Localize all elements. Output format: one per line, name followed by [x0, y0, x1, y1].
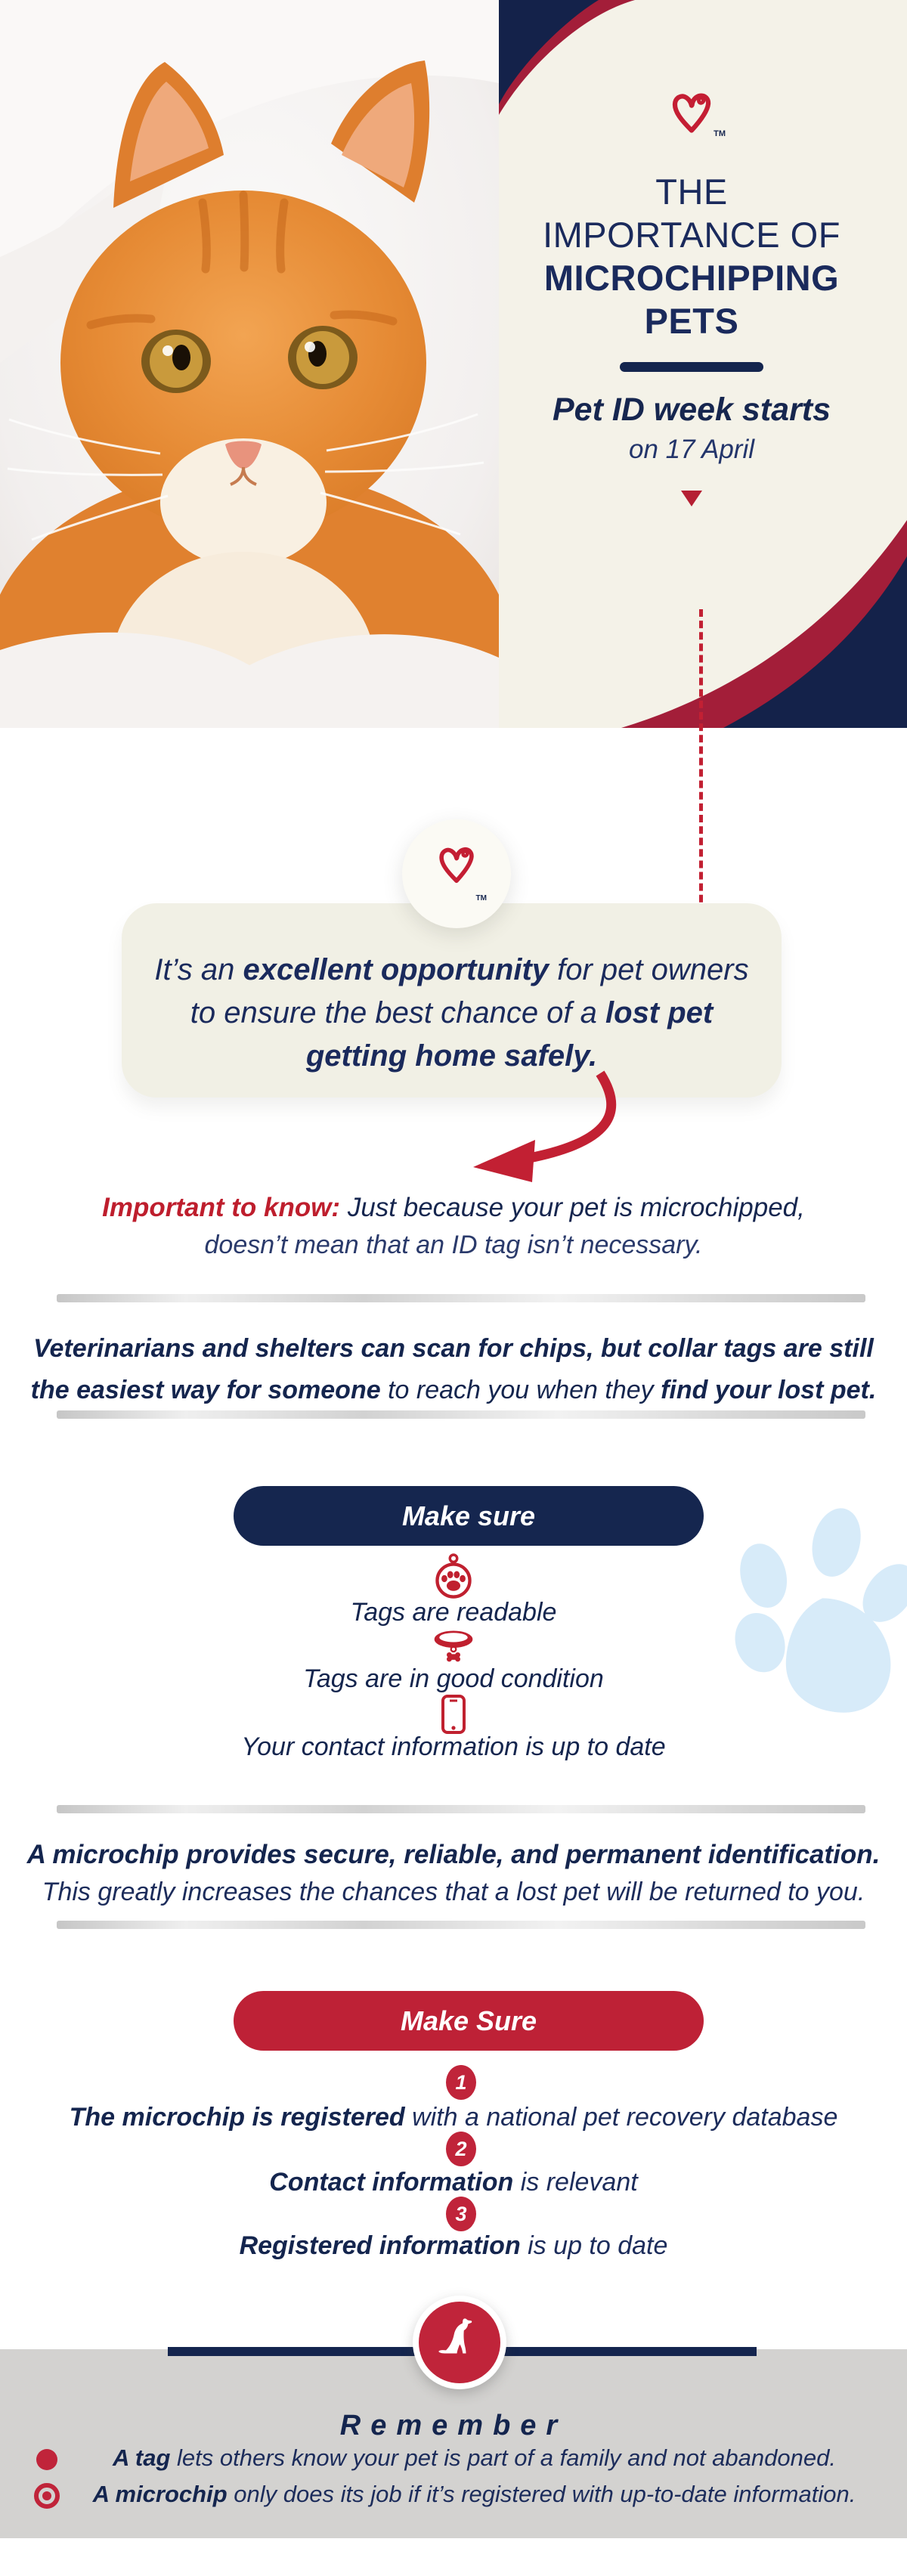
make-sure-chip-label: Make Sure: [400, 2005, 537, 2036]
page-title: [499, 170, 884, 342]
intro-line3-bold: getting home safely.: [305, 1039, 598, 1073]
footer-bullet-2: [0, 2481, 907, 2508]
important-line2: doesn’t mean that an ID tag isn’t necessary.: [204, 1231, 703, 1259]
remember-heading: Remember: [339, 2410, 568, 2441]
step-1-rest: with a national pet recovery database: [412, 2103, 838, 2132]
footer-bullet-1: [0, 2444, 907, 2472]
cat-illustration: [0, 0, 499, 728]
microchip-line1: A microchip provides secure, reliable, and permanent identification.: [26, 1840, 881, 1869]
important-label: Important to know:: [102, 1193, 341, 1222]
intro-line2-bold: lost pet: [605, 996, 714, 1029]
title-line-3: MICROCHIPPING: [543, 258, 840, 298]
brand-heart-logo: [668, 89, 726, 140]
section-divider: [57, 1410, 865, 1419]
intro-line2-pre: to ensure the best chance of a: [190, 996, 606, 1029]
bullet-2-bold: A microchip: [92, 2481, 234, 2507]
trademark-symbol: TM: [475, 894, 487, 903]
title-line-1: THE: [655, 172, 728, 212]
microchip-line2: This greatly increases the chances that a lost pet will be returned to you.: [42, 1878, 865, 1906]
important-note: [0, 1193, 907, 1260]
title-line-4: PETS: [644, 301, 739, 341]
bullet-dot-icon: [36, 2449, 57, 2470]
tags-readable-label: Tags are readable: [350, 1598, 557, 1627]
section-divider: [57, 1805, 865, 1813]
tags-condition-label: Tags are in good condition: [303, 1664, 604, 1693]
microchip-benefit-text: [0, 1840, 907, 1907]
step-3-bold: Registered information: [239, 2231, 528, 2260]
section-divider: [57, 1294, 865, 1302]
contact-info-label: Your contact information is up to date: [241, 1732, 666, 1761]
header-panel: [499, 0, 907, 728]
heart-badge: [402, 819, 511, 928]
vet-scan-text: [0, 1328, 907, 1411]
subtitle: Pet ID week starts: [552, 392, 831, 428]
bullet-1-bold: A tag: [113, 2444, 177, 2471]
intro-line1-bold: excellent opportunity: [243, 953, 549, 986]
pet-tag-icon: [434, 1553, 473, 1599]
step-1-bold: The microchip is registered: [69, 2103, 413, 2132]
step-2-text: [0, 2168, 907, 2197]
header-section: [0, 0, 907, 728]
title-divider: [620, 362, 763, 372]
intro-text: [122, 949, 782, 1078]
cat-photo: [0, 0, 499, 728]
down-triangle-icon: [681, 491, 702, 506]
paw-print-watermark-icon: [722, 1500, 907, 1727]
step-1-text: [0, 2103, 907, 2132]
vet-line1: Veterinarians and shelters can scan for chips, but collar tags are still: [33, 1334, 874, 1363]
step-2-badge: 2: [446, 2132, 476, 2166]
bullet-2-rest: only does its job if it’s registered with up-to-date information.: [234, 2481, 856, 2507]
trademark-symbol: TM: [714, 129, 726, 138]
section-divider: [57, 1921, 865, 1929]
make-sure-tags-label: Make sure: [401, 1500, 536, 1531]
intro-line1-post: for pet owners: [549, 953, 749, 986]
step-3-badge: 3: [446, 2197, 476, 2231]
subtitle-date: on 17 April: [628, 435, 755, 464]
collar-icon: [431, 1630, 476, 1664]
step-1-badge: 1: [446, 2065, 476, 2100]
sitting-dog-icon: [436, 2317, 483, 2364]
dashed-connector-line: [699, 609, 703, 925]
vet-line2-bold1: the easiest way for someone: [30, 1376, 388, 1404]
step-3-text: [0, 2231, 907, 2261]
important-rest: Just because your pet is microchipped,: [340, 1193, 805, 1222]
step-3-rest: is up to date: [528, 2231, 668, 2260]
heart-logo-icon: [668, 89, 715, 136]
step-2-rest: is relevant: [520, 2168, 638, 2197]
title-line-2: IMPORTANCE OF: [543, 215, 840, 255]
vet-line2-bold2: find your lost pet.: [661, 1376, 877, 1404]
step-2-bold: Contact information: [269, 2168, 521, 2197]
vet-line2-mid: to reach you when they: [388, 1376, 661, 1404]
dog-badge: [413, 2296, 506, 2389]
intro-line1-pre: It’s an: [154, 953, 243, 986]
bullet-ring-icon: [34, 2483, 60, 2509]
curved-arrow-icon: [452, 1067, 633, 1188]
make-sure-chip-pill: [234, 1991, 704, 2051]
bullet-1-rest: lets others know your pet is part of a family and not abandoned.: [177, 2444, 836, 2471]
heart-logo-icon: [435, 844, 478, 886]
make-sure-tags-pill: [234, 1486, 704, 1546]
phone-icon: [441, 1695, 466, 1734]
